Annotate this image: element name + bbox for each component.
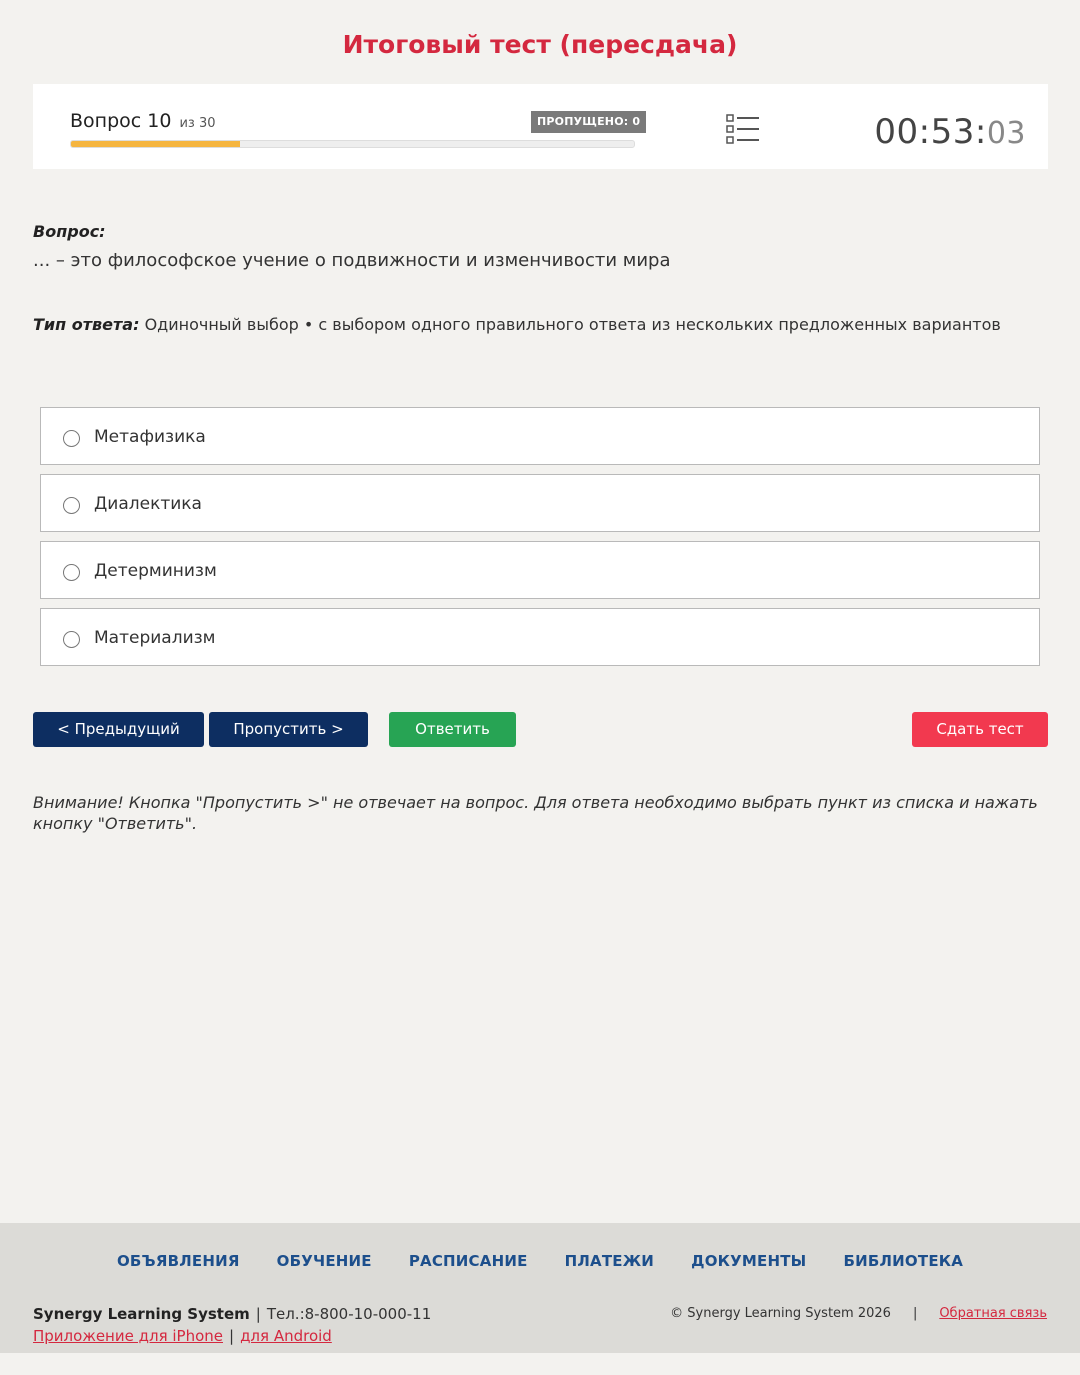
answer-option[interactable] xyxy=(40,608,1040,666)
question-counter xyxy=(70,110,216,132)
feedback-link[interactable]: Обратная связь xyxy=(939,1306,1047,1321)
footer-brand: Synergy Learning System | Тел.:8-800-10-000-11 xyxy=(33,1305,432,1323)
option-label: Детерминизм xyxy=(94,561,217,581)
progress-fill xyxy=(71,141,240,147)
answer-type-label: Тип ответа: xyxy=(33,315,140,334)
skip-button[interactable]: Пропустить > xyxy=(209,712,368,747)
question-caption: Вопрос: xyxy=(33,222,106,241)
footer xyxy=(0,1223,1080,1353)
footer-nav xyxy=(0,1251,1080,1270)
question-list-icon[interactable] xyxy=(726,114,760,144)
answer-option[interactable] xyxy=(40,541,1040,599)
radio-button[interactable] xyxy=(63,497,80,514)
question-text: ... – это философское учение о подвижности и изменчивости мира xyxy=(33,250,671,271)
option-label: Диалектика xyxy=(94,494,202,514)
copyright: © Synergy Learning System 2026 xyxy=(670,1306,891,1321)
radio-button[interactable] xyxy=(63,564,80,581)
answer-option[interactable] xyxy=(40,407,1040,465)
iphone-app-link[interactable]: Приложение для iPhone xyxy=(33,1327,223,1345)
footer-apps: Приложение для iPhone | для Android xyxy=(33,1327,332,1345)
brand-name: Synergy Learning System xyxy=(33,1305,250,1323)
progress-bar xyxy=(70,140,635,148)
status-panel xyxy=(33,84,1048,169)
footer-right: © Synergy Learning System 2026 | Обратная связь xyxy=(670,1306,1047,1321)
answer-button[interactable]: Ответить xyxy=(389,712,516,747)
timer xyxy=(874,112,1026,152)
skipped-badge: ПРОПУЩЕНО: 0 xyxy=(531,111,646,133)
answer-type xyxy=(33,315,1001,334)
question-total: из 30 xyxy=(179,116,216,131)
footer-link-announcements[interactable]: ОБЪЯВЛЕНИЯ xyxy=(116,1252,240,1270)
radio-button[interactable] xyxy=(63,430,80,447)
footer-link-documents[interactable]: ДОКУМЕНТЫ xyxy=(691,1252,807,1270)
footer-link-payments[interactable]: ПЛАТЕЖИ xyxy=(564,1252,655,1270)
finish-test-button[interactable]: Сдать тест xyxy=(912,712,1048,747)
footer-link-learning[interactable]: ОБУЧЕНИЕ xyxy=(276,1252,372,1270)
android-app-link[interactable]: для Android xyxy=(240,1327,332,1345)
timer-seconds: 03 xyxy=(986,116,1026,151)
footer-link-library[interactable]: БИБЛИОТЕКА xyxy=(843,1252,964,1270)
option-label: Метафизика xyxy=(94,427,206,447)
answer-options xyxy=(40,407,1040,675)
previous-button[interactable]: < Предыдущий xyxy=(33,712,204,747)
option-label: Материализм xyxy=(94,628,216,648)
answer-option[interactable] xyxy=(40,474,1040,532)
phone-number: Тел.:8-800-10-000-11 xyxy=(266,1305,432,1323)
timer-hours-minutes: 00:53: xyxy=(874,112,987,152)
question-number: Вопрос 10 xyxy=(70,110,172,132)
warning-note: Внимание! Кнопка "Пропустить >" не отвечает на вопрос. Для ответа необходимо выбрать пункт из списка и нажать кнопку "Ответить". xyxy=(33,793,1038,833)
footer-link-schedule[interactable]: РАСПИСАНИЕ xyxy=(408,1252,528,1270)
answer-type-text: Одиночный выбор • с выбором одного правильного ответа из нескольких предложенных вариантов xyxy=(144,315,1001,334)
page-title: Итоговый тест (пересдача) xyxy=(342,30,738,59)
radio-button[interactable] xyxy=(63,631,80,648)
